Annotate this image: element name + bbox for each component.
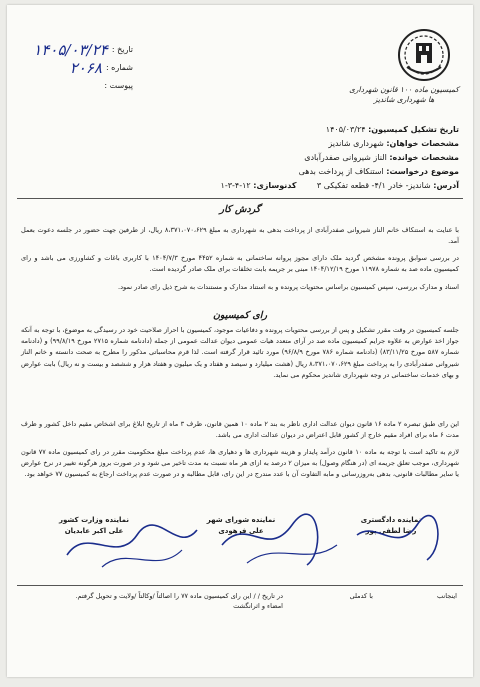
footer-left-line1: در تاریخ / / این رای کمیسیون ماده ۷۷ را اصالتاً /وکالتاً /ولایت و تحویل گرفتم.	[75, 592, 283, 600]
verdict-title: رای کمیسیون	[212, 310, 268, 321]
defendant-value: الناز شیروانی صفدرآبادی	[304, 153, 387, 162]
date-label: تاریخ :	[111, 45, 133, 54]
footer-national-id	[350, 591, 373, 601]
date-value: ۱۴۰۵/۰۳/۲۴	[33, 41, 108, 59]
verdict-paragraph-3: لازم به تاکید است با توجه به ماده ۱۰ قانون درآمد پایدار و هزینه شهرداری ها و دهیاری ها، عدم پرداخت مبلغ محکومیت مقرر در رای کمیسیون ماده ۷۷ قانون شهرداری، موجب تعلق جریمه ای (در هنگام وصول) به میزان ۲ درصد به ازای هر ماه نسبت به مدت تاخیر می شود و در صورت بروز هرگونه تغییر در نرخ عوارض یا سایر مطالبات قانونی، بدهی به‌روزرسانی و مابه التفاوت آن با عدد مندرج در این رای، قابل مطالبه و در صورت عدم پرداخت ارجاع به کمیسیون ۷۷ خواهد بود.	[21, 448, 459, 479]
date-row	[21, 41, 133, 59]
signature-name: رضا لطفی پور	[365, 527, 417, 535]
applicant-label: مشخصات خواهان:	[386, 139, 459, 148]
handwritten-signatures-icon	[7, 505, 473, 575]
subject-row	[127, 165, 459, 179]
divider	[17, 198, 463, 199]
report-paragraph-1: با عنایت به استنکاف خانم الناز شیروانی صفدرآبادی از پرداخت بدهی به شهرداری به مبلغ ۸،۳۷۱،۰۷۰،۶۲۹ ریال، از طرفین جهت حضور در جلسه دعوت بعمل آمد.	[21, 226, 459, 246]
signature-name: علی فرهودی	[218, 527, 264, 535]
letter-page	[7, 5, 473, 677]
signature-role: نماینده وزارت کشور	[59, 516, 129, 524]
defendant-row	[127, 151, 459, 165]
session-date-value: ۱۴۰۵/۰۳/۲۴	[325, 125, 366, 134]
report-paragraph-3: اسناد و مدارک بررسی، سپس کمیسیون براساس محتویات پرونده و به استناد مدارک و مستندات به شرح ذیل رای صادر نمود.	[118, 283, 459, 291]
session-date-label: تاریخ تشکیل کمیسیون:	[368, 125, 459, 134]
verdict-paragraph-1: جلسه کمیسیون در وقت مقرر تشکیل و پس از بررسی محتویات پرونده و دفاعیات موجود، کمیسیون با احراز صلاحیت خود در رسیدگی به موضوع، با توجه به آنکه جواز اخذ عوارض به علاوه جرایم کمیسیون ماده صد در آرای متعدد هیات عمومی دیوان عدالت عمومی از جمله (دادنامه شماره ۲۷۱۵ مورخ ۹۹/۸/۱۹) و (دادنامه شماره ۵۸۷ مورخ ۸۳/۱۱/۲۵) (دادنامه شماره ۷۸۶ مورخ ۹۶/۸/۹) مورد تائید قرار گرفته است. لذا قرم محاسباتی مذکور را مطرح به صحت دانسته و خانم الناز شیروانی صفدرآبادی را به پرداخت مبلغ ۸،۳۷۱،۰۷۰،۶۲۹ ریال (هشت میلیارد و سیصد و هفتاد و یک میلیون و هفتاد هزار و ششصد و بیست و نه ریال) بابت عوارض و بهای خدمات ساختمانی در وجه شهرداری شاندیز محکوم می نماید.	[21, 326, 460, 379]
signature-role: نماینده شورای شهر	[206, 516, 276, 524]
case-metadata	[127, 123, 459, 193]
session-date-row	[127, 123, 459, 137]
code-label: کدنوسازی:	[253, 181, 297, 190]
header-fields	[21, 41, 133, 95]
number-row	[21, 59, 133, 77]
attachment-label: پیوست :	[104, 81, 133, 90]
number-value: ۲۰۶۸	[69, 59, 102, 77]
footer-right	[437, 591, 457, 601]
number-label: شماره :	[105, 63, 133, 72]
verdict-paragraph-2: این رای طبق تبصره ۲ ماده ۱۶ قانون دیوان عدالت اداری ناظر به بند ۲ ماده ۱۰ همین قانون، ظرف ۳ ماه از تاریخ ابلاغ برای اشخاص مقیم داخل کشور و ظرف مدت ۶ ماه برای افراد مقیم خارج از کشور قابل اعتراض در دیوان عدالت اداری می باشد.	[21, 420, 459, 440]
footer-right-label: اینجانب	[437, 592, 457, 600]
applicant-row	[127, 137, 459, 151]
address-row	[127, 179, 459, 193]
footer-divider	[17, 585, 463, 586]
report-title: گردش کار	[219, 204, 261, 215]
report-paragraph-2: در بررسی سوابق پرونده مشخص گردید ملک دارای مجوز پروانه ساختمانی به شماره ۴۴۵۲ مورخ ۱۴۰۴/۷/۳ با کاربری باغات و کشاورزی می باشد و رای کمیسیون ماده صد به شماره ۱۱۹۷۸ مورخ ۱۴۰۴/۱۲/۱۹ مبنی بر جریمه بابت تخلفات برای ملک صادر گردیده است.	[21, 254, 459, 274]
subject-label: موضوع درخواست:	[386, 167, 459, 176]
footer-left-line2: امضاء و اثرانگشت	[233, 602, 283, 610]
code-value: ۱۲-۴-۳-۱	[220, 181, 251, 190]
signature-name: علی اکبر عابدیان	[64, 527, 124, 535]
org-name: کمیسیون ماده ۱۰۰ قانون شهرداری ها شهرداری شاندیز	[349, 85, 459, 104]
address-label: آدرس:	[433, 181, 459, 190]
signature-role: نماینده دادگستری	[360, 516, 422, 524]
applicant-value: شهرداری شاندیز	[328, 139, 384, 148]
address-value: شاندیز- خادر ۴/۱- قطعه تفکیکی ۳	[316, 181, 431, 190]
subject-value: استنکاف از پرداخت بدهی	[298, 167, 384, 176]
defendant-label: مشخصات خوانده:	[389, 153, 459, 162]
municipality-logo-icon	[393, 27, 455, 85]
footer-left	[23, 591, 283, 611]
attachment-row	[21, 77, 133, 95]
footer-right-mid: با کدملی	[349, 592, 373, 600]
